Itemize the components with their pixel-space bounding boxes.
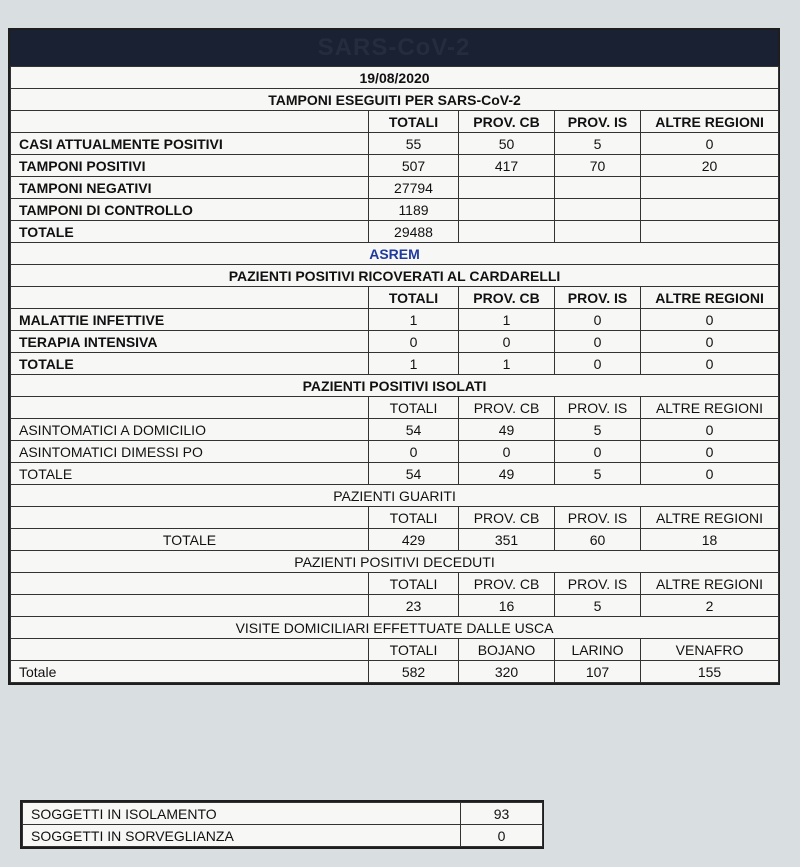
- cell-value: 0: [459, 331, 555, 353]
- asrem-label: ASREM: [11, 243, 779, 265]
- cell-value: 5: [555, 419, 641, 441]
- cell-value: 0: [555, 331, 641, 353]
- sheet-title: SARS-CoV-2: [10, 30, 778, 66]
- column-header-row: [11, 639, 779, 661]
- row-label: TAMPONI DI CONTROLLO: [11, 199, 369, 221]
- col-header: VENAFRO: [641, 639, 779, 661]
- cell-value: 0: [369, 331, 459, 353]
- cell-value: 0: [641, 419, 779, 441]
- column-header-row: [11, 507, 779, 529]
- section-header: [11, 617, 779, 639]
- col-header: PROV. IS: [555, 507, 641, 529]
- cell-value: [459, 199, 555, 221]
- section-title-ricoverati: PAZIENTI POSITIVI RICOVERATI AL CARDARELLI: [11, 265, 779, 287]
- col-header: TOTALI: [369, 573, 459, 595]
- report-table: [10, 66, 779, 683]
- col-header: PROV. IS: [555, 397, 641, 419]
- row-label: TOTALE: [11, 221, 369, 243]
- col-header: BOJANO: [459, 639, 555, 661]
- row-label: MALATTIE INFETTIVE: [11, 309, 369, 331]
- col-header: PROV. CB: [459, 507, 555, 529]
- cell-value: 1: [369, 353, 459, 375]
- cell-value: 1: [459, 353, 555, 375]
- column-header-row: [11, 573, 779, 595]
- cell-value: 429: [369, 529, 459, 551]
- cell-value: [555, 221, 641, 243]
- col-header: ALTRE REGIONI: [641, 573, 779, 595]
- cell-value: 0: [459, 441, 555, 463]
- cell-value: [641, 177, 779, 199]
- table-row: [11, 221, 779, 243]
- table-row: [23, 825, 543, 847]
- col-header: ALTRE REGIONI: [641, 397, 779, 419]
- col-header: TOTALI: [369, 287, 459, 309]
- table-row: [11, 529, 779, 551]
- col-header: PROV. IS: [555, 573, 641, 595]
- section-header: [11, 485, 779, 507]
- section-title-deceduti: PAZIENTI POSITIVI DECEDUTI: [11, 551, 779, 573]
- cell-value: [641, 221, 779, 243]
- table-row: [11, 661, 779, 683]
- cell-value: [555, 199, 641, 221]
- col-header: TOTALI: [369, 507, 459, 529]
- row-label: TERAPIA INTENSIVA: [11, 331, 369, 353]
- row-label: SOGGETTI IN SORVEGLIANZA: [23, 825, 461, 847]
- column-header-row: [11, 111, 779, 133]
- column-header-row: [11, 397, 779, 419]
- row-label: SOGGETTI IN ISOLAMENTO: [23, 803, 461, 825]
- table-row: [11, 155, 779, 177]
- cell-value: 0: [461, 825, 543, 847]
- col-header: TOTALI: [369, 397, 459, 419]
- cell-value: 20: [641, 155, 779, 177]
- cell-value: 0: [641, 353, 779, 375]
- cell-value: 23: [369, 595, 459, 617]
- table-row: [11, 353, 779, 375]
- cell-value: 29488: [369, 221, 459, 243]
- row-label: TAMPONI POSITIVI: [11, 155, 369, 177]
- cell-value: 27794: [369, 177, 459, 199]
- column-header-row: [11, 287, 779, 309]
- cell-value: 0: [555, 309, 641, 331]
- cell-value: 50: [459, 133, 555, 155]
- table-row: [11, 331, 779, 353]
- cell-value: [459, 177, 555, 199]
- row-label: TOTALE: [11, 463, 369, 485]
- row-label: [11, 595, 369, 617]
- cell-value: 70: [555, 155, 641, 177]
- col-header: PROV. IS: [555, 287, 641, 309]
- cell-value: 507: [369, 155, 459, 177]
- section-title-guariti: PAZIENTI GUARITI: [11, 485, 779, 507]
- row-label: CASI ATTUALMENTE POSITIVI: [11, 133, 369, 155]
- cell-value: 60: [555, 529, 641, 551]
- soggetti-table: [22, 802, 543, 847]
- table-row: [11, 177, 779, 199]
- cell-value: 0: [641, 331, 779, 353]
- table-row: [11, 441, 779, 463]
- section-header: [11, 265, 779, 287]
- cell-value: 54: [369, 463, 459, 485]
- cell-value: 16: [459, 595, 555, 617]
- cell-value: 2: [641, 595, 779, 617]
- cell-value: 49: [459, 463, 555, 485]
- cell-value: 5: [555, 463, 641, 485]
- col-header: ALTRE REGIONI: [641, 111, 779, 133]
- cell-value: [555, 177, 641, 199]
- cell-value: 0: [641, 441, 779, 463]
- row-label: ASINTOMATICI DIMESSI PO: [11, 441, 369, 463]
- cell-value: 49: [459, 419, 555, 441]
- table-row: [11, 199, 779, 221]
- row-label: TOTALE: [11, 529, 369, 551]
- cell-value: 5: [555, 595, 641, 617]
- cell-value: 582: [369, 661, 459, 683]
- date-row: [11, 67, 779, 89]
- cell-value: 1: [369, 309, 459, 331]
- cell-value: 5: [555, 133, 641, 155]
- cell-value: 93: [461, 803, 543, 825]
- cell-value: 0: [641, 133, 779, 155]
- table-row: [11, 309, 779, 331]
- cell-value: 155: [641, 661, 779, 683]
- cell-value: 0: [555, 353, 641, 375]
- cell-value: 1189: [369, 199, 459, 221]
- cell-value: 0: [555, 441, 641, 463]
- col-header: PROV. CB: [459, 397, 555, 419]
- cell-value: 18: [641, 529, 779, 551]
- section-title-tamponi: TAMPONI ESEGUITI PER SARS-CoV-2: [11, 89, 779, 111]
- cell-value: 1: [459, 309, 555, 331]
- table-row: [11, 133, 779, 155]
- cell-value: 320: [459, 661, 555, 683]
- col-header: TOTALI: [369, 639, 459, 661]
- col-header: PROV. CB: [459, 573, 555, 595]
- row-label: TOTALE: [11, 353, 369, 375]
- cell-value: 55: [369, 133, 459, 155]
- cell-value: 54: [369, 419, 459, 441]
- cell-value: 0: [641, 463, 779, 485]
- cell-value: 351: [459, 529, 555, 551]
- section-header: [11, 551, 779, 573]
- section-title-usca: VISITE DOMICILIARI EFFETTUATE DALLE USCA: [11, 617, 779, 639]
- row-label: Totale: [11, 661, 369, 683]
- row-label: TAMPONI NEGATIVI: [11, 177, 369, 199]
- table-row: [11, 419, 779, 441]
- cell-value: [459, 221, 555, 243]
- cell-value: [641, 199, 779, 221]
- cell-value: 0: [641, 309, 779, 331]
- report-sheet: [8, 28, 780, 685]
- section-header: [11, 89, 779, 111]
- col-header: ALTRE REGIONI: [641, 287, 779, 309]
- section-title-isolati: PAZIENTI POSITIVI ISOLATI: [11, 375, 779, 397]
- section-header: [11, 375, 779, 397]
- row-label: ASINTOMATICI A DOMICILIO: [11, 419, 369, 441]
- asrem-row: [11, 243, 779, 265]
- cell-value: 107: [555, 661, 641, 683]
- soggetti-box: [20, 800, 544, 849]
- col-header: LARINO: [555, 639, 641, 661]
- cell-value: 0: [369, 441, 459, 463]
- col-header: PROV. CB: [459, 287, 555, 309]
- table-row: [11, 463, 779, 485]
- table-row: [23, 803, 543, 825]
- col-header: TOTALI: [369, 111, 459, 133]
- cell-value: 417: [459, 155, 555, 177]
- report-date: 19/08/2020: [11, 67, 779, 89]
- table-row: [11, 595, 779, 617]
- col-header: PROV. CB: [459, 111, 555, 133]
- col-header: ALTRE REGIONI: [641, 507, 779, 529]
- col-header: PROV. IS: [555, 111, 641, 133]
